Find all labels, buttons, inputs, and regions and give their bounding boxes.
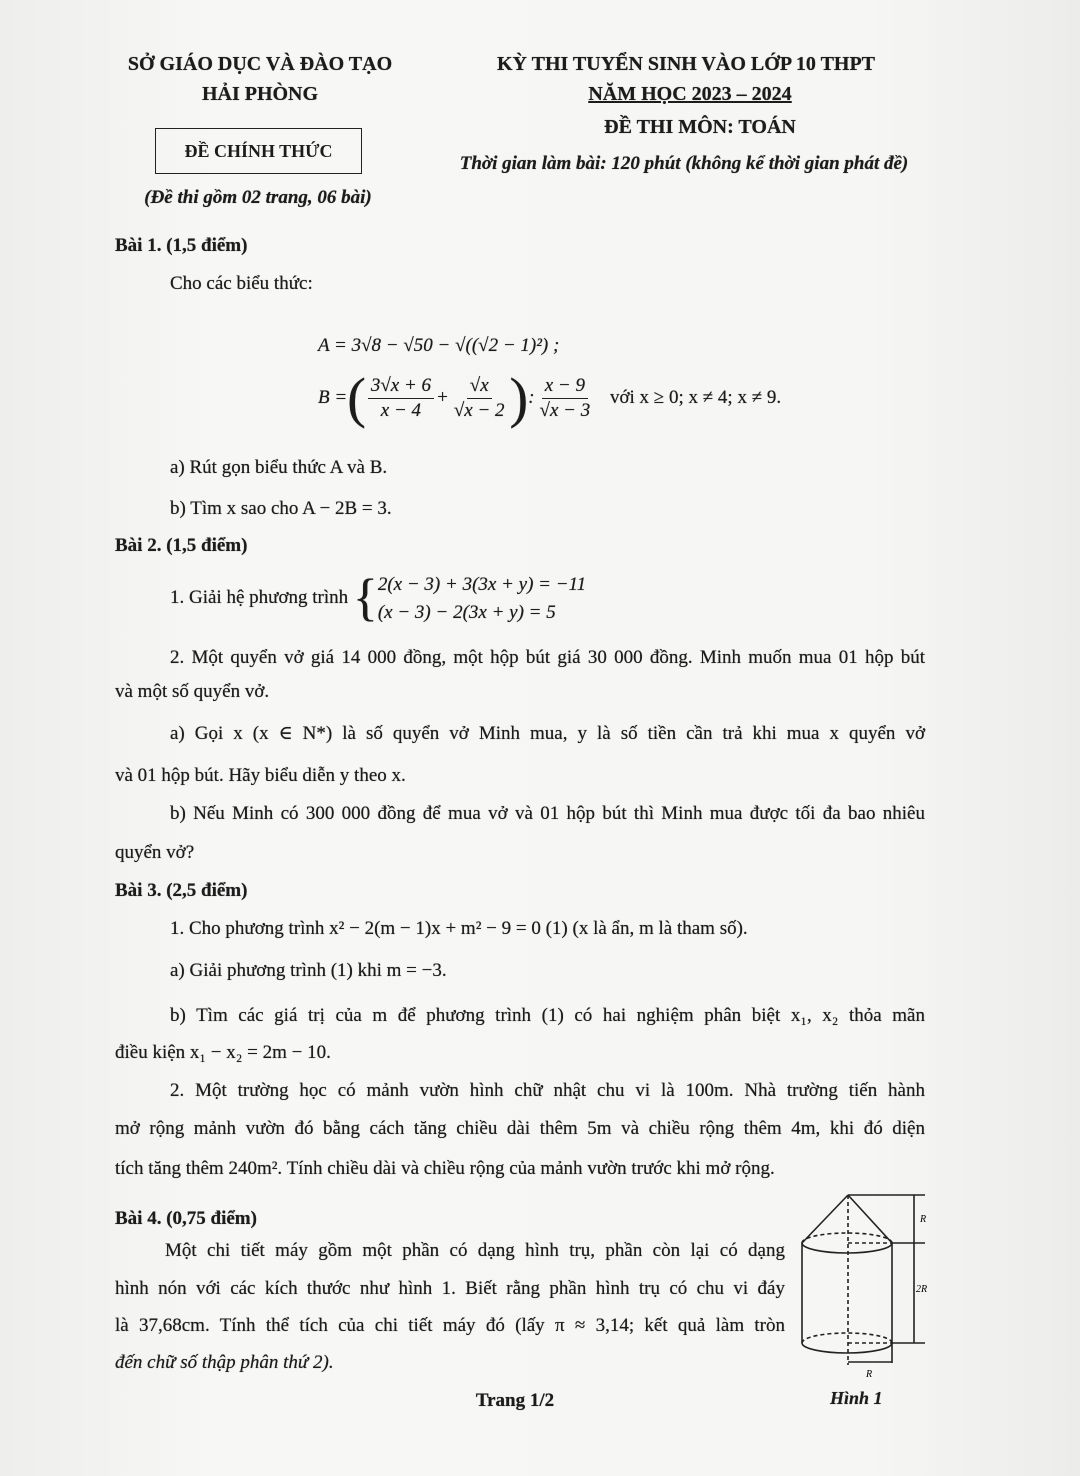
bai2-q2-line2: và một số quyển vở.: [115, 681, 270, 702]
formula-b-condition: với x ≥ 0; x ≠ 4; x ≠ 9.: [609, 387, 782, 408]
bai2-q1: 1. Giải hệ phương trình { 2(x − 3) + 3(3x + y) = −11 (x − 3) − 2(3x + y) = 5: [170, 569, 587, 627]
school-year: NĂM HỌC 2023 – 2024: [588, 83, 792, 105]
official-badge: ĐỀ CHÍNH THỨC: [155, 128, 362, 174]
frac3-den: √x − 3: [539, 400, 591, 422]
plus-sign: +: [436, 387, 449, 408]
figure-cone-cylinder: [790, 1180, 960, 1410]
bai3-q2-line2: mở rộng mảnh vườn đó bằng cách tăng chiều dài thêm 5m và chiều rộng thêm 4m, khi đó diện: [115, 1118, 925, 1139]
frac2-den: √x − 2: [453, 400, 505, 422]
bai2-b-line1: b) Nếu Minh có 300 000 đồng để mua vở và 01 hộp bút thì Minh mua được tối đa bao nhiêu: [170, 803, 925, 824]
label-cylinder-height: 2R: [916, 1284, 928, 1295]
frac1-num: 3√x + 6: [368, 374, 434, 399]
formula-b: B =( $\frac{3√x + 6}{x - 4}$ + $\frac{√x}{√x - 2}$ ): $\frac{x - 9}{√x - 3}$ với x ≥ 0; x ≠ 4; x ≠ 9.: [318, 367, 782, 430]
bai4-line3: là 37,68cm. Tính thể tích của chi tiết máy đó (lấy π ≈ 3,14; kết quả làm tròn: [115, 1315, 785, 1336]
figure-caption: Hình 1: [830, 1388, 883, 1408]
label-radius: R: [866, 1369, 873, 1380]
page-number: Trang 1/2: [475, 1390, 555, 1411]
bai3-b-line2: điều kiện x₁ − x₂ = 2m − 10.: [115, 1042, 331, 1063]
system-eq2: (x − 3) − 2(3x + y) = 5: [377, 601, 556, 623]
time-note: Thời gian làm bài: 120 phút (không kể thời gian phát đề): [459, 153, 909, 174]
department-city: HẢI PHÒNG: [201, 83, 319, 105]
label-cone-height: R: [920, 1214, 927, 1225]
frac2-num: √x: [467, 374, 492, 399]
bai2-b-line2: quyển vở?: [115, 842, 195, 863]
bai3-title: Bài 3. (2,5 điểm): [115, 880, 248, 901]
pages-note: (Đề thi gồm 02 trang, 06 bài): [144, 187, 372, 208]
bai2-q2-line1: 2. Một quyển vở giá 14 000 đồng, một hộp bút giá 30 000 đồng. Minh muốn mua 01 hộp bút: [170, 647, 925, 668]
system-eq1: 2(x − 3) + 3(3x + y) = −11: [377, 573, 587, 595]
colon-sign: :: [528, 387, 535, 408]
bai1-part-b: b) Tìm x sao cho A − 2B = 3.: [170, 498, 392, 519]
bai4-line1: Một chi tiết máy gồm một phần có dạng hình trụ, phần còn lại có dạng: [165, 1240, 785, 1261]
bai3-part-a: a) Giải phương trình (1) khi m = −3.: [170, 960, 447, 981]
bai4-line2: hình nón với các kích thước như hình 1. Biết rằng phần hình trụ có chu vi đáy: [115, 1278, 785, 1299]
bai2-title: Bài 2. (1,5 điểm): [115, 535, 248, 556]
subject: ĐỀ THI MÔN: TOÁN: [604, 116, 796, 138]
bai1-title: Bài 1. (1,5 điểm): [115, 235, 248, 256]
bai2-q1-label: 1. Giải hệ phương trình: [170, 587, 349, 608]
cone-cylinder-diagram: [790, 1180, 960, 1410]
bai4-title: Bài 4. (0,75 điểm): [115, 1208, 257, 1229]
bai3-b-line1: b) Tìm các giá trị của m để phương trình (1) có hai nghiệm phân biệt x₁, x₂ thỏa mãn: [170, 1005, 925, 1026]
bai1-part-a: a) Rút gọn biểu thức A và B.: [170, 457, 388, 478]
formula-a: A = 3√8 − √50 − √((√2 − 1)²) ;: [318, 335, 560, 356]
frac3-num: x − 9: [542, 374, 588, 399]
bai3-q2-line3: tích tăng thêm 240m². Tính chiều dài và chiều rộng của mảnh vườn trước khi mở rộng.: [115, 1158, 775, 1179]
bai1-intro: Cho các biểu thức:: [170, 273, 313, 294]
bai3-q1: 1. Cho phương trình x² − 2(m − 1)x + m² − 9 = 0 (1) (x là ẩn, m là tham số).: [170, 918, 748, 939]
bai3-q2-line1: 2. Một trường học có mảnh vườn hình chữ nhật chu vi là 100m. Nhà trường tiến hành: [170, 1080, 925, 1101]
formula-b-lhs: B =: [318, 387, 348, 408]
exam-title: KỲ THI TUYỂN SINH VÀO LỚP 10 THPT: [496, 53, 876, 75]
frac1-den: x − 4: [380, 400, 422, 422]
bai2-a-line1: a) Gọi x (x ∈ N*) là số quyển vở Minh mua, y là số tiền cần trả khi mua x quyển vở: [170, 723, 925, 744]
bai2-a-line2: và 01 hộp bút. Hãy biểu diễn y theo x.: [115, 765, 406, 786]
bai4-line4: đến chữ số thập phân thứ 2).: [115, 1352, 334, 1373]
department-name: SỞ GIÁO DỤC VÀ ĐÀO TẠO: [127, 53, 393, 75]
